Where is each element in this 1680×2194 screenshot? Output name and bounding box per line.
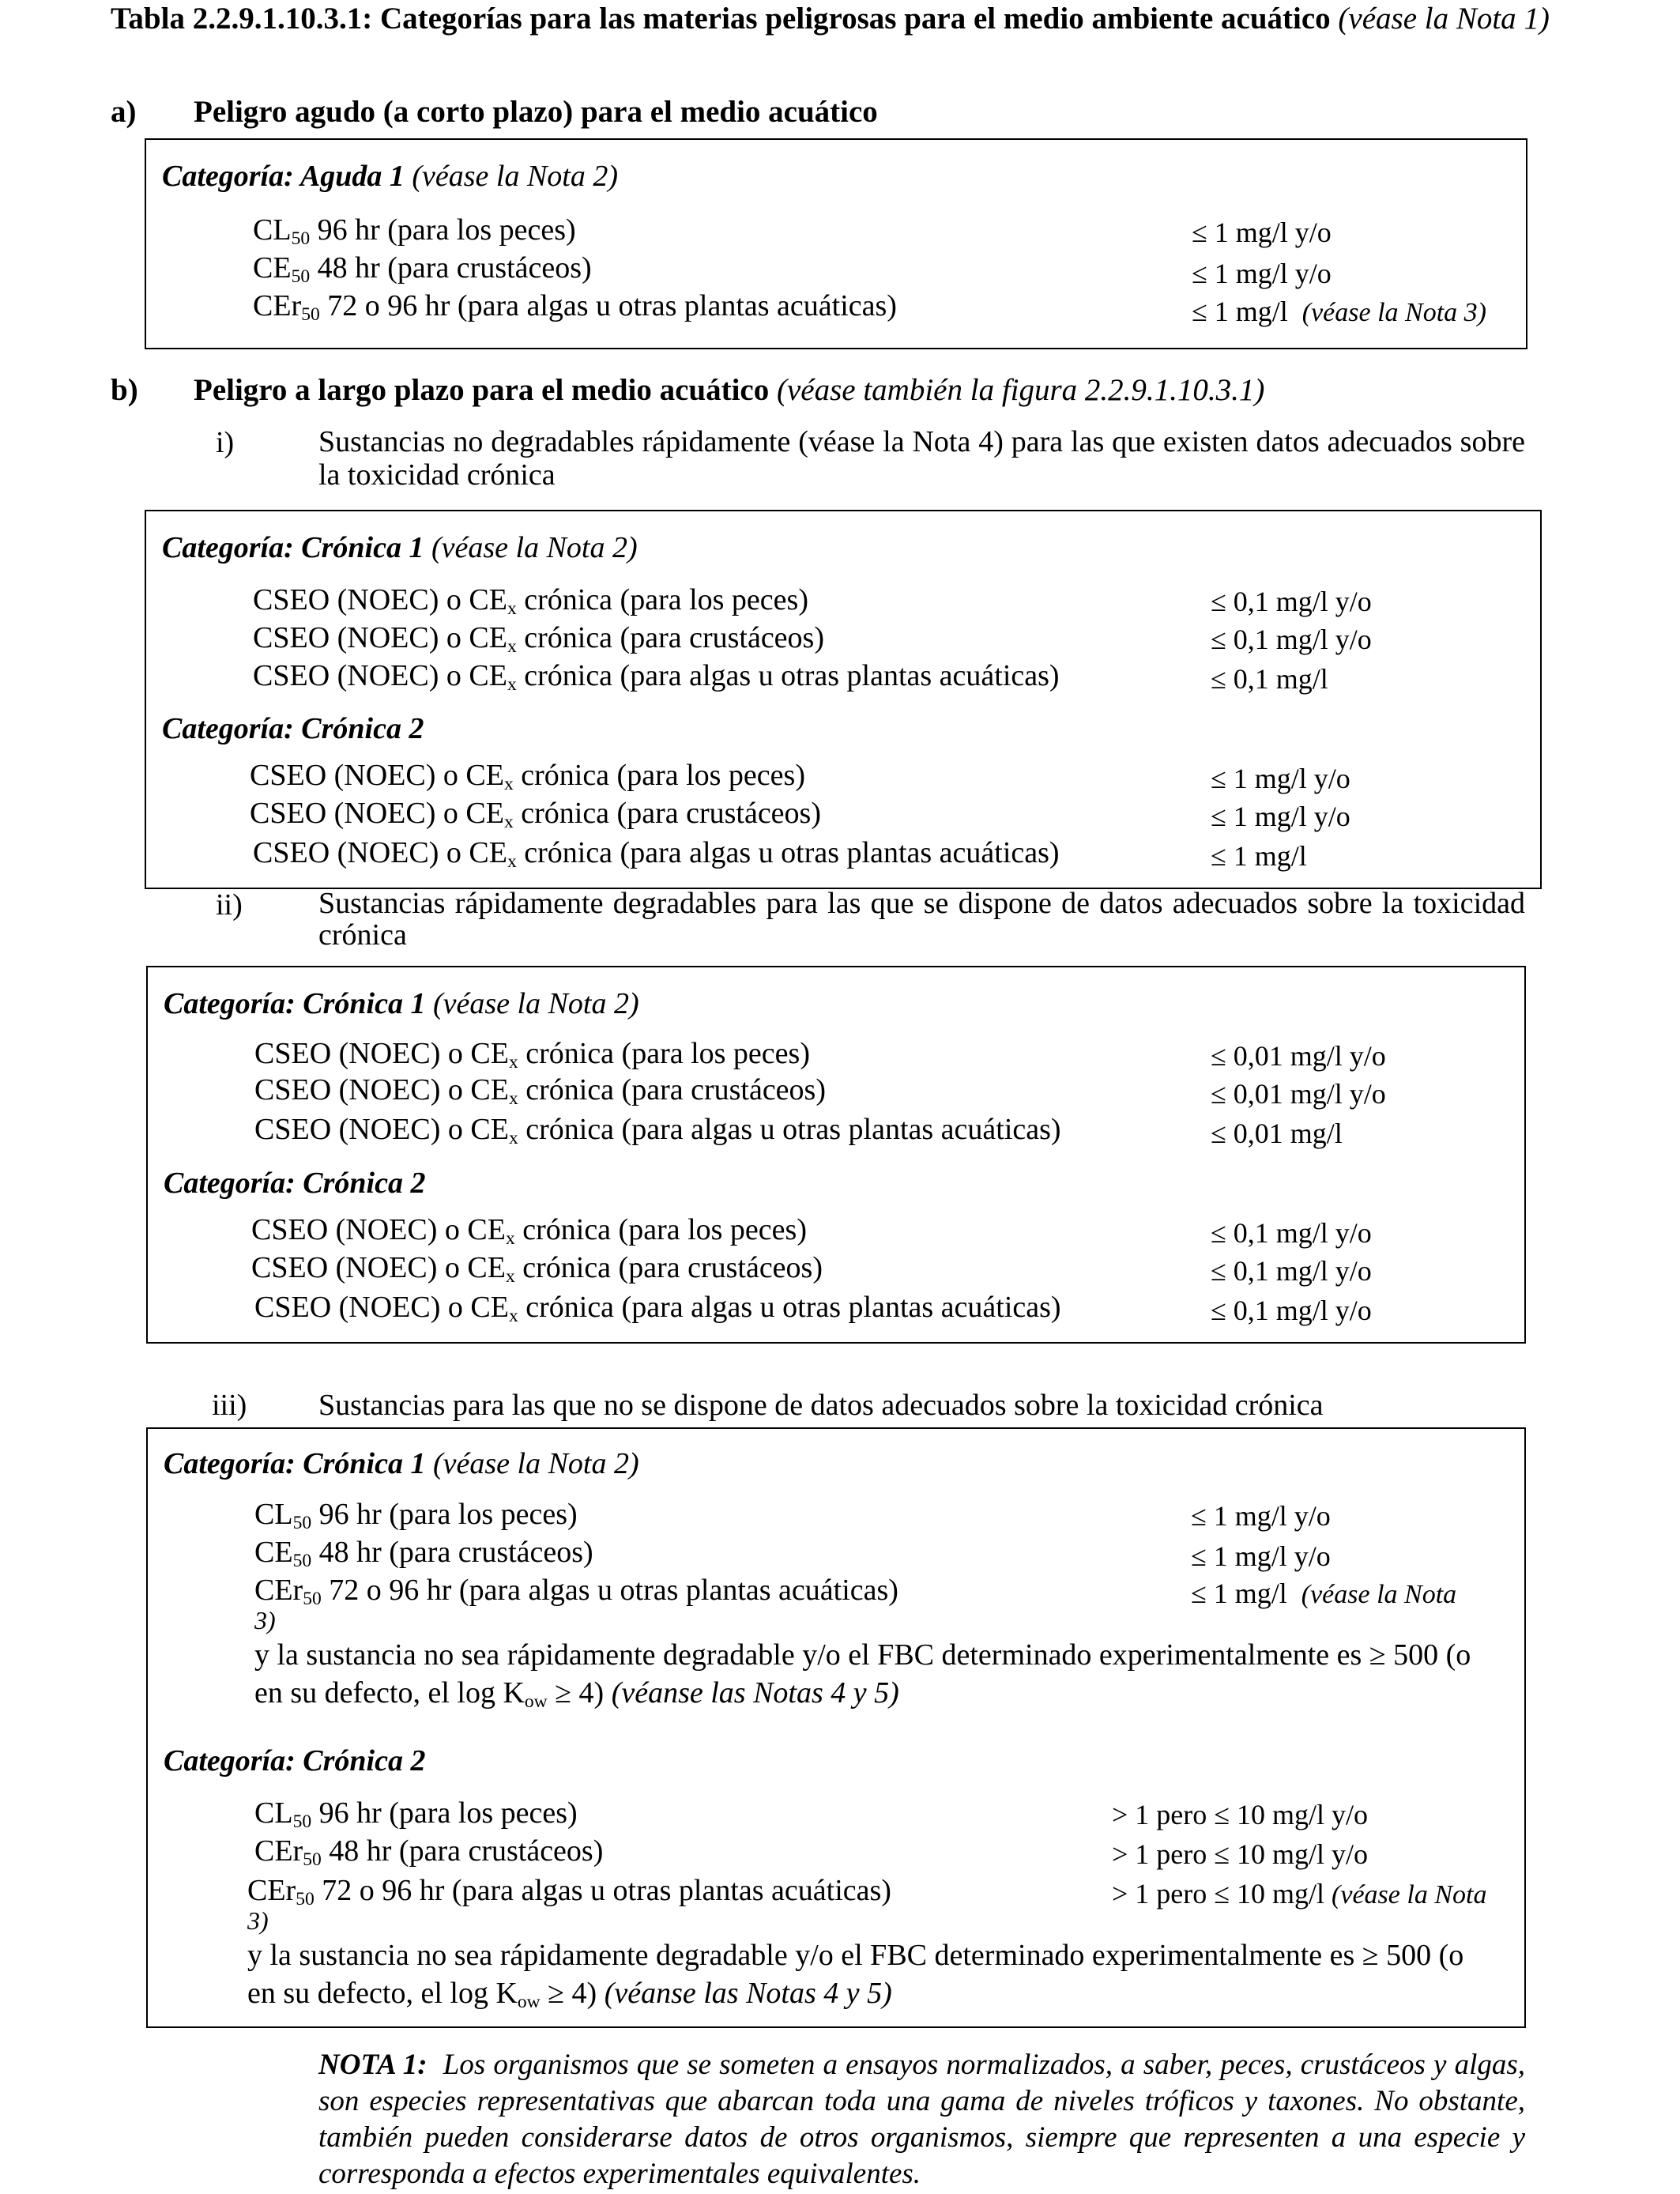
sub-i-cat2-row-1 (250, 756, 805, 794)
sub-iii-cat1-name: Categoría: Crónica 1 (164, 1447, 426, 1480)
acute-category-note: (véase la Nota 2) (412, 160, 618, 193)
acute-row-3 (253, 287, 897, 325)
sub-i-cat2-row-3-sub: x (507, 850, 517, 872)
acute-row-1-value: ≤ 1 mg/l y/o (1192, 217, 1332, 248)
sub-ii-cat2-row-1-pre: CSEO (NOEC) o CE (251, 1213, 506, 1246)
sub-i-cat1-row-1-sub: x (507, 598, 517, 619)
sub-iii-cat1-row-3-value (1191, 1574, 1456, 1614)
sub-iii-cat2-row-2-sub: 50 (303, 1849, 322, 1870)
sub-i-cat1-row-1-pre: CSEO (NOEC) o CE (253, 583, 507, 616)
sub-iii-cat2-row-3-post: 72 o 96 hr (para algas u otras plantas acuáticas) (314, 1874, 891, 1907)
sub-iii-cat2-row-3 (247, 1872, 891, 1909)
table-title-label: Tabla 2.2.9.1.10.3.1: (111, 2, 373, 36)
sub-iii-number: iii) (212, 1389, 247, 1422)
sub-iii-cat2-row-3-value-text: > 1 pero ≤ 10 mg/l (1112, 1878, 1325, 1909)
sub-iii-cat2-row-2-pre: CEr (254, 1834, 303, 1868)
sub-i-cat2-row-1-value: ≤ 1 mg/l y/o (1211, 763, 1350, 794)
sub-i-cat1-row-3-sub: x (507, 673, 517, 695)
acute-category-name: Categoría: Aguda 1 (162, 160, 405, 193)
sub-i-cat2-row-1-sub: x (503, 773, 514, 794)
table-title (111, 0, 1573, 38)
sub-i-cat2-row-2-pre: CSEO (NOEC) o CE (250, 797, 504, 830)
acute-row-3-post: 72 o 96 hr (para algas u otras plantas acuáticas) (319, 289, 897, 322)
sub-ii-box (146, 966, 1526, 1344)
sub-i-text: Sustancias no degradables rápidamente (véase la Nota 4) para las que existen datos adecuados sobre la toxicidad crónica (318, 425, 1525, 492)
sub-ii-cat1-row-1-post: crónica (para los peces) (518, 1037, 810, 1070)
sub-ii-number: ii) (216, 888, 243, 922)
sub-i-cat1-row-3-post: crónica (para algas u otras plantas acuáticas) (516, 659, 1060, 692)
sub-iii-cat1-row-1 (254, 1495, 578, 1533)
section-b-letter: b) (111, 373, 138, 407)
sub-ii-cat2-row-2 (251, 1249, 823, 1287)
sub-i-cat2-row-3-pre: CSEO (NOEC) o CE (253, 836, 507, 869)
acute-row-2 (253, 249, 592, 287)
sub-iii-cat2-row-2-value: > 1 pero ≤ 10 mg/l y/o (1112, 1838, 1369, 1870)
sub-iii-cat1-wrap: 3) (254, 1606, 276, 1634)
acute-row-1-pre: CL (253, 213, 292, 247)
sub-ii-cat2-row-1-sub: x (505, 1227, 515, 1249)
acute-category (162, 159, 618, 194)
sub-iii-cat1-note: (véase la Nota 2) (432, 1447, 639, 1480)
sub-ii-cat1-row-2-post: crónica (para crustáceos) (518, 1073, 826, 1106)
sub-iii-cat1-condition-b: ≥ 4) (547, 1676, 605, 1710)
sub-i-cat1-row-2 (253, 619, 824, 657)
section-b-heading-ref: (véase también la figura 2.2.9.1.10.3.1) (777, 373, 1265, 407)
sub-iii-cat1-row-1-pre: CL (254, 1498, 293, 1531)
sub-ii-cat2-name: Categoría: Crónica 2 (164, 1167, 426, 1200)
sub-ii-cat2-row-2-value: ≤ 0,1 mg/l y/o (1211, 1255, 1372, 1287)
sub-i-cat1-row-2-value: ≤ 0,1 mg/l y/o (1211, 624, 1372, 655)
sub-ii-cat1-row-2-sub: x (508, 1088, 518, 1109)
sub-i-cat1-row-1-post: crónica (para los peces) (516, 583, 808, 616)
sub-iii-cat2-condition-sub: ow (517, 1991, 541, 2012)
sub-ii-cat1-row-3-sub: x (508, 1127, 518, 1148)
sub-i-cat2-row-1-post: crónica (para los peces) (513, 759, 805, 792)
acute-row-2-pre: CE (253, 251, 292, 285)
sub-iii-cat2-row-1-post: 96 hr (para los peces) (311, 1796, 578, 1830)
sub-iii-cat2-row-2-post: 48 hr (para crustáceos) (321, 1834, 604, 1868)
sub-ii-cat2-row-1-post: crónica (para los peces) (514, 1213, 807, 1246)
sub-iii-cat1-row-3-value-text: ≤ 1 mg/l (1191, 1578, 1287, 1609)
sub-iii-cat1-condition-ref: (véanse las Notas 4 y 5) (611, 1676, 899, 1710)
sub-iii-cat1-condition-sub: ow (524, 1691, 548, 1712)
sub-i-cat1-row-3-value: ≤ 0,1 mg/l (1211, 663, 1328, 695)
sub-iii-cat1-row-3-value-note: (véase la Nota (1301, 1580, 1457, 1609)
sub-iii-cat1-row-2-pre: CE (254, 1536, 293, 1569)
sub-ii-cat2-row-2-post: crónica (para crustáceos) (514, 1251, 823, 1284)
sub-iii-cat1-row-3-pre: CEr (254, 1574, 303, 1607)
sub-iii-cat1-row-1-value: ≤ 1 mg/l y/o (1191, 1500, 1331, 1532)
sub-iii-cat1-row-2 (254, 1533, 593, 1571)
sub-iii-cat2-row-3-sub: 50 (296, 1888, 315, 1909)
sub-ii-cat2-row-3-pre: CSEO (NOEC) o CE (254, 1291, 509, 1324)
sub-ii-cat1-row-1-sub: x (508, 1051, 518, 1072)
sub-iii-cat2-condition-a: y la sustancia no sea rápidamente degradable y/o el FBC determinado experimentalmente es ≥ 500 (o en su defecto, el log K (247, 1939, 1464, 2010)
sub-ii-cat1-row-3-post: crónica (para algas u otras plantas acuáticas) (518, 1113, 1061, 1146)
sub-i-cat2-row-3-value: ≤ 1 mg/l (1211, 840, 1307, 872)
sub-i-cat2-name: Categoría: Crónica 2 (162, 712, 424, 745)
sub-iii-cat1-row-2-sub: 50 (292, 1550, 312, 1571)
sub-iii-cat2-row-1-value: > 1 pero ≤ 10 mg/l y/o (1112, 1799, 1369, 1830)
sub-ii-cat1-row-2 (254, 1071, 826, 1109)
table-title-ref: (véase la Nota 1) (1338, 2, 1550, 36)
table-title-text: Categorías para las materias peligrosas para el medio ambiente acuático (379, 2, 1331, 36)
sub-iii-cat2-condition-ref: (véanse las Notas 4 y 5) (604, 1977, 892, 2010)
sub-iii-cat1-row-2-value: ≤ 1 mg/l y/o (1191, 1540, 1331, 1572)
sub-ii-cat2-row-3 (254, 1288, 1061, 1326)
sub-i-cat1 (162, 530, 638, 565)
sub-iii-cat1-row-2-post: 48 hr (para crustáceos) (311, 1536, 593, 1569)
sub-iii-cat1-row-3 (254, 1571, 898, 1609)
sub-ii-cat2 (164, 1166, 425, 1201)
sub-iii-cat1 (164, 1446, 639, 1481)
sub-iii-cat1-condition-a: y la sustancia no sea rápidamente degradable y/o el FBC determinado experimentalmente es ≥ 500 (o en su defecto, el log K (254, 1638, 1471, 1710)
sub-iii-cat2-row-1-pre: CL (254, 1796, 293, 1830)
sub-ii-cat1-row-3-value: ≤ 0,01 mg/l (1211, 1118, 1343, 1149)
sub-i-cat2-row-2-value: ≤ 1 mg/l y/o (1211, 801, 1350, 832)
acute-row-1-post: 96 hr (para los peces) (310, 213, 576, 247)
sub-i-cat1-row-2-post: crónica (para crustáceos) (516, 621, 824, 654)
sub-ii-cat2-row-3-post: crónica (para algas u otras plantas acuáticas) (518, 1291, 1061, 1324)
sub-i-cat1-row-2-sub: x (507, 635, 517, 657)
sub-i-cat1-name: Categoría: Crónica 1 (162, 531, 424, 564)
section-a-letter: a) (111, 95, 137, 129)
sub-iii-cat1-row-3-post: 72 o 96 hr (para algas u otras plantas acuáticas) (321, 1574, 898, 1607)
sub-i-cat1-row-2-pre: CSEO (NOEC) o CE (253, 621, 507, 654)
sub-iii-cat2-condition-b: ≥ 4) (540, 1977, 597, 2010)
sub-i-cat2-row-2 (250, 794, 821, 832)
sub-iii-cat1-row-1-sub: 50 (292, 1512, 312, 1533)
sub-ii-cat1-row-2-value: ≤ 0,01 mg/l y/o (1211, 1078, 1386, 1110)
sub-i-cat1-note: (véase la Nota 2) (431, 531, 638, 564)
sub-ii-cat1 (164, 986, 639, 1021)
sub-iii-cat1-row-3-sub: 50 (303, 1588, 322, 1609)
sub-iii-box (146, 1427, 1526, 2028)
sub-iii-cat1-row-1-post: 96 hr (para los peces) (311, 1498, 578, 1531)
sub-ii-cat1-name: Categoría: Crónica 1 (164, 987, 426, 1020)
acute-row-3-value (1192, 292, 1486, 332)
sub-i-box (145, 510, 1542, 889)
sub-i-cat1-row-3 (253, 657, 1060, 695)
acute-row-3-value-note: (véase la Nota 3) (1301, 298, 1486, 327)
section-a-heading (194, 93, 878, 131)
sub-i-cat2-row-2-post: crónica (para crustáceos) (513, 797, 821, 830)
sub-iii-cat2-row-3-pre: CEr (247, 1874, 296, 1907)
sub-iii-cat2-name: Categoría: Crónica 2 (164, 1744, 426, 1777)
note-1-text: Los organismos que se someten a ensayos normalizados, a saber, peces, crustáceos y algas, son especies representativas que abarcan toda una gama de niveles tróficos y taxones. No obstante, también pueden considerarse datos de otros organismos, siempre que representen a una especie y corresponda a efectos experimentales equivalentes. (318, 2049, 1525, 2190)
note-1 (318, 2047, 1525, 2192)
sub-iii-text: Sustancias para las que no se dispone de datos adecuados sobre la toxicidad crónica (318, 1389, 1324, 1422)
section-a-heading-text: Peligro agudo (a corto plazo) para el medio acuático (194, 95, 878, 129)
acute-row-2-value: ≤ 1 mg/l y/o (1192, 258, 1332, 289)
sub-i-cat1-row-1-value: ≤ 0,1 mg/l y/o (1211, 586, 1372, 617)
sub-iii-cat2-row-3-value (1112, 1875, 1486, 1914)
sub-ii-cat1-row-2-pre: CSEO (NOEC) o CE (254, 1073, 509, 1106)
sub-iii-cat2-row-1-sub: 50 (292, 1811, 312, 1832)
sub-i-cat2-row-2-sub: x (503, 811, 514, 832)
sub-ii-cat2-row-3-sub: x (508, 1305, 518, 1326)
sub-ii-cat1-row-1-pre: CSEO (NOEC) o CE (254, 1037, 509, 1070)
section-b-heading-text: Peligro a largo plazo para el medio acuático (194, 373, 770, 407)
sub-i-cat1-row-1 (253, 581, 808, 619)
acute-row-3-pre: CEr (253, 289, 302, 322)
acute-box (145, 138, 1527, 349)
sub-iii-cat2 (164, 1744, 425, 1778)
sub-ii-cat1-row-1-value: ≤ 0,01 mg/l y/o (1211, 1040, 1386, 1072)
acute-row-2-post: 48 hr (para crustáceos) (310, 251, 592, 285)
sub-iii-cat2-wrap: 3) (247, 1906, 269, 1935)
sub-ii-cat1-row-3-pre: CSEO (NOEC) o CE (254, 1113, 509, 1146)
acute-row-1 (253, 211, 576, 249)
acute-row-1-sub: 50 (291, 228, 311, 249)
sub-i-cat2-row-3 (253, 834, 1060, 872)
sub-ii-cat2-row-3-value: ≤ 0,1 mg/l y/o (1211, 1295, 1372, 1326)
acute-row-2-sub: 50 (291, 266, 311, 287)
sub-iii-cat2-row-1 (254, 1794, 578, 1832)
note-1-label: NOTA 1: (318, 2049, 428, 2081)
sub-ii-cat1-note: (véase la Nota 2) (432, 987, 639, 1020)
sub-iii-cat1-condition (254, 1636, 1495, 1712)
section-b-heading (194, 371, 1264, 409)
acute-row-3-sub: 50 (301, 303, 320, 325)
sub-ii-text: Sustancias rápidamente degradables para las que se dispone de datos adecuados sobre la toxicidad crónica (318, 887, 1525, 952)
sub-i-cat2 (162, 711, 424, 746)
sub-ii-cat1-row-1 (254, 1035, 810, 1072)
sub-ii-cat2-row-2-sub: x (505, 1265, 515, 1287)
sub-i-cat2-row-3-post: crónica (para algas u otras plantas acuáticas) (516, 836, 1060, 869)
sub-iii-cat2-condition (247, 1936, 1488, 2012)
sub-ii-cat2-row-2-pre: CSEO (NOEC) o CE (251, 1251, 506, 1284)
sub-ii-cat2-row-1 (251, 1211, 807, 1249)
sub-ii-cat2-row-1-value: ≤ 0,1 mg/l y/o (1211, 1217, 1372, 1249)
sub-i-number: i) (216, 426, 235, 459)
sub-i-cat1-row-3-pre: CSEO (NOEC) o CE (253, 659, 507, 692)
sub-iii-cat2-row-3-value-note: (véase la Nota (1332, 1880, 1487, 1909)
sub-iii-cat2-row-2 (254, 1832, 603, 1870)
acute-row-3-value-text: ≤ 1 mg/l (1192, 296, 1288, 327)
sub-ii-cat1-row-3 (254, 1110, 1061, 1148)
sub-i-cat2-row-1-pre: CSEO (NOEC) o CE (250, 759, 504, 792)
